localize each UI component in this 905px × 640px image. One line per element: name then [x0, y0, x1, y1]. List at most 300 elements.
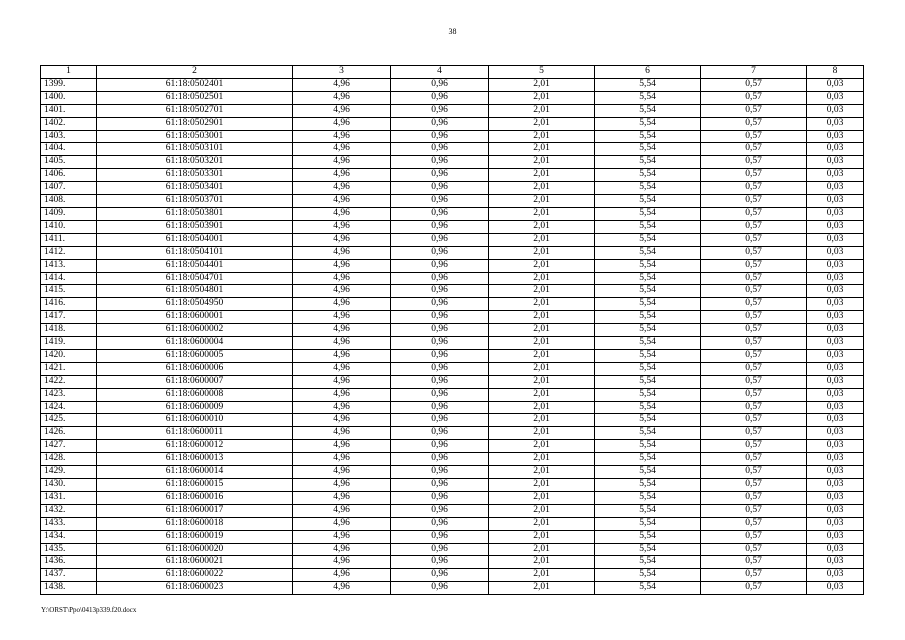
- table-cell: 5,54: [595, 298, 701, 311]
- table-cell: 5,54: [595, 414, 701, 427]
- table-cell: 0,03: [807, 349, 864, 362]
- table-cell: 4,96: [293, 517, 391, 530]
- table-cell: 0,96: [391, 104, 489, 117]
- table-cell: 2,01: [489, 414, 595, 427]
- table-cell: 5,54: [595, 401, 701, 414]
- table-cell: 0,03: [807, 207, 864, 220]
- table-row: [41, 207, 864, 220]
- table-cell: 61:18:0600019: [97, 530, 293, 543]
- table-cell: 1437.: [41, 569, 97, 582]
- table-cell: 2,01: [489, 311, 595, 324]
- table-cell: 0,03: [807, 143, 864, 156]
- table-row: [41, 504, 864, 517]
- table-cell: 4,96: [293, 543, 391, 556]
- table-cell: 0,57: [701, 388, 807, 401]
- table-row: [41, 246, 864, 259]
- table-cell: 5,54: [595, 582, 701, 595]
- table-cell: 1407.: [41, 182, 97, 195]
- table-cell: 5,54: [595, 182, 701, 195]
- table-cell: 1428.: [41, 453, 97, 466]
- table-cell: 0,96: [391, 259, 489, 272]
- header-cell: 1: [41, 66, 97, 79]
- table-cell: 2,01: [489, 104, 595, 117]
- table-cell: 4,96: [293, 182, 391, 195]
- table-cell: 61:18:0504401: [97, 259, 293, 272]
- table-row: [41, 324, 864, 337]
- table-cell: 61:18:0502401: [97, 78, 293, 91]
- table-cell: 1420.: [41, 349, 97, 362]
- table-row: [41, 556, 864, 569]
- table-cell: 5,54: [595, 195, 701, 208]
- table-cell: 5,54: [595, 324, 701, 337]
- table-cell: 4,96: [293, 195, 391, 208]
- data-table: [40, 65, 864, 595]
- table-cell: 0,96: [391, 337, 489, 350]
- table-cell: 4,96: [293, 569, 391, 582]
- table-cell: 5,54: [595, 388, 701, 401]
- table-cell: 61:18:0503201: [97, 156, 293, 169]
- table-cell: 5,54: [595, 375, 701, 388]
- table-cell: 2,01: [489, 479, 595, 492]
- table-row: [41, 298, 864, 311]
- table-cell: 5,54: [595, 427, 701, 440]
- table-cell: 2,01: [489, 556, 595, 569]
- table-cell: 0,57: [701, 349, 807, 362]
- header-cell: 7: [701, 66, 807, 79]
- table-cell: 61:18:0600018: [97, 517, 293, 530]
- table-cell: 4,96: [293, 130, 391, 143]
- table-cell: 61:18:0504001: [97, 233, 293, 246]
- table-cell: 1415.: [41, 285, 97, 298]
- table-row: [41, 491, 864, 504]
- table-cell: 5,54: [595, 246, 701, 259]
- table-row: [41, 259, 864, 272]
- table-row: [41, 349, 864, 362]
- table-cell: 0,03: [807, 530, 864, 543]
- table-cell: 61:18:0600001: [97, 311, 293, 324]
- table-cell: 2,01: [489, 246, 595, 259]
- table-cell: 2,01: [489, 349, 595, 362]
- table-cell: 0,03: [807, 78, 864, 91]
- table-cell: 2,01: [489, 272, 595, 285]
- table-cell: 0,57: [701, 182, 807, 195]
- table-cell: 5,54: [595, 556, 701, 569]
- table-cell: 4,96: [293, 504, 391, 517]
- table-cell: 0,96: [391, 324, 489, 337]
- table-cell: 0,96: [391, 388, 489, 401]
- table-cell: 0,96: [391, 569, 489, 582]
- table-row: [41, 182, 864, 195]
- table-row: [41, 479, 864, 492]
- table-cell: 1405.: [41, 156, 97, 169]
- table-cell: 5,54: [595, 543, 701, 556]
- table-cell: 0,96: [391, 530, 489, 543]
- table-cell: 0,57: [701, 414, 807, 427]
- table-cell: 2,01: [489, 504, 595, 517]
- table-cell: 2,01: [489, 453, 595, 466]
- table-cell: 4,96: [293, 491, 391, 504]
- table-cell: 0,03: [807, 298, 864, 311]
- table-cell: 1425.: [41, 414, 97, 427]
- table-cell: 61:18:0502901: [97, 117, 293, 130]
- table-header-row: [41, 66, 864, 79]
- table-cell: 4,96: [293, 466, 391, 479]
- table-cell: 61:18:0504101: [97, 246, 293, 259]
- table-cell: 2,01: [489, 427, 595, 440]
- table-row: [41, 427, 864, 440]
- table-cell: 0,03: [807, 517, 864, 530]
- table-cell: 1406.: [41, 169, 97, 182]
- table-cell: 0,96: [391, 504, 489, 517]
- table-row: [41, 401, 864, 414]
- header-cell: 5: [489, 66, 595, 79]
- table-cell: 2,01: [489, 375, 595, 388]
- table-cell: 0,57: [701, 298, 807, 311]
- table-cell: 0,03: [807, 156, 864, 169]
- table-cell: 1403.: [41, 130, 97, 143]
- table-cell: 0,96: [391, 414, 489, 427]
- table-cell: 4,96: [293, 272, 391, 285]
- table-cell: 0,96: [391, 543, 489, 556]
- table-cell: 4,96: [293, 91, 391, 104]
- table-cell: 61:18:0600011: [97, 427, 293, 440]
- table-cell: 0,96: [391, 117, 489, 130]
- table-row: [41, 143, 864, 156]
- table-cell: 1432.: [41, 504, 97, 517]
- table-cell: 61:18:0600002: [97, 324, 293, 337]
- table-cell: 0,57: [701, 285, 807, 298]
- table-cell: 0,03: [807, 504, 864, 517]
- header-cell: 8: [807, 66, 864, 79]
- table-row: [41, 569, 864, 582]
- table-cell: 1424.: [41, 401, 97, 414]
- table-cell: 4,96: [293, 78, 391, 91]
- table-cell: 0,57: [701, 195, 807, 208]
- table-cell: 2,01: [489, 130, 595, 143]
- table-cell: 4,96: [293, 388, 391, 401]
- table-cell: 4,96: [293, 479, 391, 492]
- table-row: [41, 582, 864, 595]
- table-cell: 4,96: [293, 156, 391, 169]
- table-cell: 2,01: [489, 569, 595, 582]
- table-cell: 0,57: [701, 362, 807, 375]
- table-cell: 0,96: [391, 156, 489, 169]
- table-cell: 4,96: [293, 362, 391, 375]
- table-cell: 0,57: [701, 104, 807, 117]
- table-row: [41, 311, 864, 324]
- table-cell: 0,96: [391, 220, 489, 233]
- table-cell: 0,96: [391, 401, 489, 414]
- table-cell: 1417.: [41, 311, 97, 324]
- header-cell: 6: [595, 66, 701, 79]
- table-cell: 61:18:0600021: [97, 556, 293, 569]
- table-cell: 5,54: [595, 78, 701, 91]
- table-cell: 0,03: [807, 337, 864, 350]
- table-cell: 4,96: [293, 582, 391, 595]
- table-row: [41, 375, 864, 388]
- table-cell: 2,01: [489, 143, 595, 156]
- table-cell: 61:18:0503001: [97, 130, 293, 143]
- table-cell: 5,54: [595, 569, 701, 582]
- table-cell: 0,03: [807, 169, 864, 182]
- table-cell: 1410.: [41, 220, 97, 233]
- header-cell: 2: [97, 66, 293, 79]
- table-row: [41, 285, 864, 298]
- table-cell: 61:18:0600020: [97, 543, 293, 556]
- table-row: [41, 78, 864, 91]
- table-cell: 5,54: [595, 169, 701, 182]
- table-cell: 1430.: [41, 479, 97, 492]
- table-cell: 0,03: [807, 195, 864, 208]
- table-cell: 0,57: [701, 78, 807, 91]
- table-cell: 4,96: [293, 311, 391, 324]
- table-cell: 4,96: [293, 349, 391, 362]
- table-cell: 0,57: [701, 556, 807, 569]
- table-cell: 0,57: [701, 311, 807, 324]
- table-cell: 0,96: [391, 349, 489, 362]
- table-cell: 4,96: [293, 285, 391, 298]
- table-cell: 5,54: [595, 285, 701, 298]
- table-cell: 0,96: [391, 195, 489, 208]
- table-cell: 4,96: [293, 337, 391, 350]
- table-cell: 5,54: [595, 91, 701, 104]
- table-cell: 0,57: [701, 117, 807, 130]
- table-cell: 61:18:0600004: [97, 337, 293, 350]
- table-cell: 0,57: [701, 543, 807, 556]
- table-cell: 5,54: [595, 233, 701, 246]
- table-row: [41, 220, 864, 233]
- table-cell: 2,01: [489, 182, 595, 195]
- table-cell: 2,01: [489, 401, 595, 414]
- table-cell: 1418.: [41, 324, 97, 337]
- page-number: 38: [448, 27, 457, 36]
- table-row: [41, 414, 864, 427]
- table-cell: 4,96: [293, 117, 391, 130]
- table-cell: 61:18:0600006: [97, 362, 293, 375]
- table-cell: 4,96: [293, 530, 391, 543]
- table-cell: 1436.: [41, 556, 97, 569]
- table-cell: 0,96: [391, 233, 489, 246]
- table-cell: 0,57: [701, 91, 807, 104]
- table-cell: 1413.: [41, 259, 97, 272]
- table-cell: 61:18:0600007: [97, 375, 293, 388]
- table-cell: 1426.: [41, 427, 97, 440]
- table-cell: 0,03: [807, 362, 864, 375]
- table-cell: 5,54: [595, 337, 701, 350]
- table-cell: 0,57: [701, 169, 807, 182]
- table-cell: 0,03: [807, 466, 864, 479]
- table-cell: 61:18:0503901: [97, 220, 293, 233]
- table-cell: 61:18:0600017: [97, 504, 293, 517]
- table-cell: 4,96: [293, 220, 391, 233]
- table-cell: 4,96: [293, 556, 391, 569]
- table-cell: 0,03: [807, 388, 864, 401]
- table-cell: 0,03: [807, 375, 864, 388]
- table-cell: 0,03: [807, 246, 864, 259]
- table-cell: 0,03: [807, 285, 864, 298]
- table-cell: 61:18:0600008: [97, 388, 293, 401]
- table-cell: 5,54: [595, 220, 701, 233]
- table-row: [41, 156, 864, 169]
- table-cell: 0,03: [807, 582, 864, 595]
- table-cell: 0,03: [807, 130, 864, 143]
- table-cell: 0,96: [391, 479, 489, 492]
- table-cell: 5,54: [595, 143, 701, 156]
- table-cell: 0,96: [391, 517, 489, 530]
- table-cell: 0,03: [807, 543, 864, 556]
- table-cell: 61:18:0600022: [97, 569, 293, 582]
- table-cell: 4,96: [293, 143, 391, 156]
- table-cell: 1421.: [41, 362, 97, 375]
- table-cell: 2,01: [489, 440, 595, 453]
- table-row: [41, 169, 864, 182]
- table-cell: 0,96: [391, 582, 489, 595]
- table-cell: 0,96: [391, 556, 489, 569]
- table-cell: 1419.: [41, 337, 97, 350]
- table-cell: 5,54: [595, 207, 701, 220]
- table-cell: 1423.: [41, 388, 97, 401]
- table-row: [41, 466, 864, 479]
- table-cell: 2,01: [489, 259, 595, 272]
- table-cell: 0,03: [807, 556, 864, 569]
- table-cell: 2,01: [489, 324, 595, 337]
- table-cell: 61:18:0600015: [97, 479, 293, 492]
- table-cell: 61:18:0600013: [97, 453, 293, 466]
- table-cell: 2,01: [489, 156, 595, 169]
- table-cell: 1427.: [41, 440, 97, 453]
- table-cell: 0,96: [391, 375, 489, 388]
- table-cell: 0,57: [701, 207, 807, 220]
- table-cell: 2,01: [489, 220, 595, 233]
- table-cell: 5,54: [595, 259, 701, 272]
- table-cell: 0,03: [807, 324, 864, 337]
- table-cell: 0,96: [391, 272, 489, 285]
- table-cell: 0,96: [391, 207, 489, 220]
- table-cell: 0,03: [807, 182, 864, 195]
- table-cell: 0,57: [701, 582, 807, 595]
- table-cell: 0,57: [701, 233, 807, 246]
- table-cell: 0,03: [807, 220, 864, 233]
- table-cell: 2,01: [489, 517, 595, 530]
- table-cell: 4,96: [293, 453, 391, 466]
- table-cell: 2,01: [489, 582, 595, 595]
- table-cell: 61:18:0600005: [97, 349, 293, 362]
- table-cell: 1414.: [41, 272, 97, 285]
- table-cell: 2,01: [489, 117, 595, 130]
- table-cell: 0,57: [701, 479, 807, 492]
- table-cell: 2,01: [489, 207, 595, 220]
- table-cell: 0,57: [701, 491, 807, 504]
- table-cell: 2,01: [489, 337, 595, 350]
- table-cell: 2,01: [489, 233, 595, 246]
- table-row: [41, 272, 864, 285]
- table-cell: 0,03: [807, 569, 864, 582]
- table-cell: 61:18:0600012: [97, 440, 293, 453]
- table-cell: 61:18:0503101: [97, 143, 293, 156]
- table-row: [41, 117, 864, 130]
- table-cell: 5,54: [595, 104, 701, 117]
- table-cell: 1400.: [41, 91, 97, 104]
- header-cell: 3: [293, 66, 391, 79]
- table-cell: 1412.: [41, 246, 97, 259]
- table-cell: 0,57: [701, 337, 807, 350]
- table-cell: 5,54: [595, 517, 701, 530]
- table-cell: 4,96: [293, 414, 391, 427]
- table-cell: 0,03: [807, 233, 864, 246]
- table-cell: 4,96: [293, 427, 391, 440]
- table-cell: 5,54: [595, 272, 701, 285]
- table-cell: 1411.: [41, 233, 97, 246]
- table-cell: 0,57: [701, 453, 807, 466]
- footer-file-path: Y:\ORST\Ppo\0413p339.f20.docx: [41, 606, 137, 614]
- table-cell: 61:18:0600016: [97, 491, 293, 504]
- table-cell: 4,96: [293, 401, 391, 414]
- table-cell: 1422.: [41, 375, 97, 388]
- table-cell: 2,01: [489, 91, 595, 104]
- table-row: [41, 130, 864, 143]
- table-cell: 4,96: [293, 324, 391, 337]
- table-cell: 0,57: [701, 272, 807, 285]
- table-row: [41, 337, 864, 350]
- table-cell: 1409.: [41, 207, 97, 220]
- table-cell: 4,96: [293, 246, 391, 259]
- table-cell: 2,01: [489, 530, 595, 543]
- table-cell: 61:18:0503801: [97, 207, 293, 220]
- table-cell: 61:18:0503401: [97, 182, 293, 195]
- table-cell: 0,03: [807, 414, 864, 427]
- table-row: [41, 530, 864, 543]
- table-cell: 0,96: [391, 440, 489, 453]
- table-cell: 1431.: [41, 491, 97, 504]
- table-cell: 2,01: [489, 543, 595, 556]
- table-cell: 0,03: [807, 272, 864, 285]
- table-cell: 2,01: [489, 388, 595, 401]
- table-cell: 61:18:0504801: [97, 285, 293, 298]
- table-cell: 0,96: [391, 246, 489, 259]
- table-cell: 0,57: [701, 324, 807, 337]
- table-cell: 0,96: [391, 466, 489, 479]
- table-cell: 0,57: [701, 530, 807, 543]
- table-cell: 1404.: [41, 143, 97, 156]
- table-row: [41, 91, 864, 104]
- table-cell: 1408.: [41, 195, 97, 208]
- table-cell: 0,96: [391, 362, 489, 375]
- table-cell: 61:18:0600010: [97, 414, 293, 427]
- table-cell: 0,03: [807, 453, 864, 466]
- table-cell: 61:18:0504950: [97, 298, 293, 311]
- table-row: [41, 453, 864, 466]
- table-row: [41, 362, 864, 375]
- table-cell: 5,54: [595, 504, 701, 517]
- table-row: [41, 517, 864, 530]
- table-cell: 1401.: [41, 104, 97, 117]
- table-cell: 5,54: [595, 362, 701, 375]
- table-cell: 5,54: [595, 311, 701, 324]
- table-cell: 0,03: [807, 311, 864, 324]
- table-cell: 0,03: [807, 104, 864, 117]
- table-cell: 1402.: [41, 117, 97, 130]
- table-cell: 1434.: [41, 530, 97, 543]
- table-cell: 61:18:0502501: [97, 91, 293, 104]
- table-cell: 0,96: [391, 311, 489, 324]
- table-cell: 0,57: [701, 259, 807, 272]
- table-cell: 4,96: [293, 233, 391, 246]
- table-cell: 2,01: [489, 298, 595, 311]
- table-cell: 0,57: [701, 504, 807, 517]
- table-row: [41, 104, 864, 117]
- table-cell: 1416.: [41, 298, 97, 311]
- table-cell: 0,57: [701, 569, 807, 582]
